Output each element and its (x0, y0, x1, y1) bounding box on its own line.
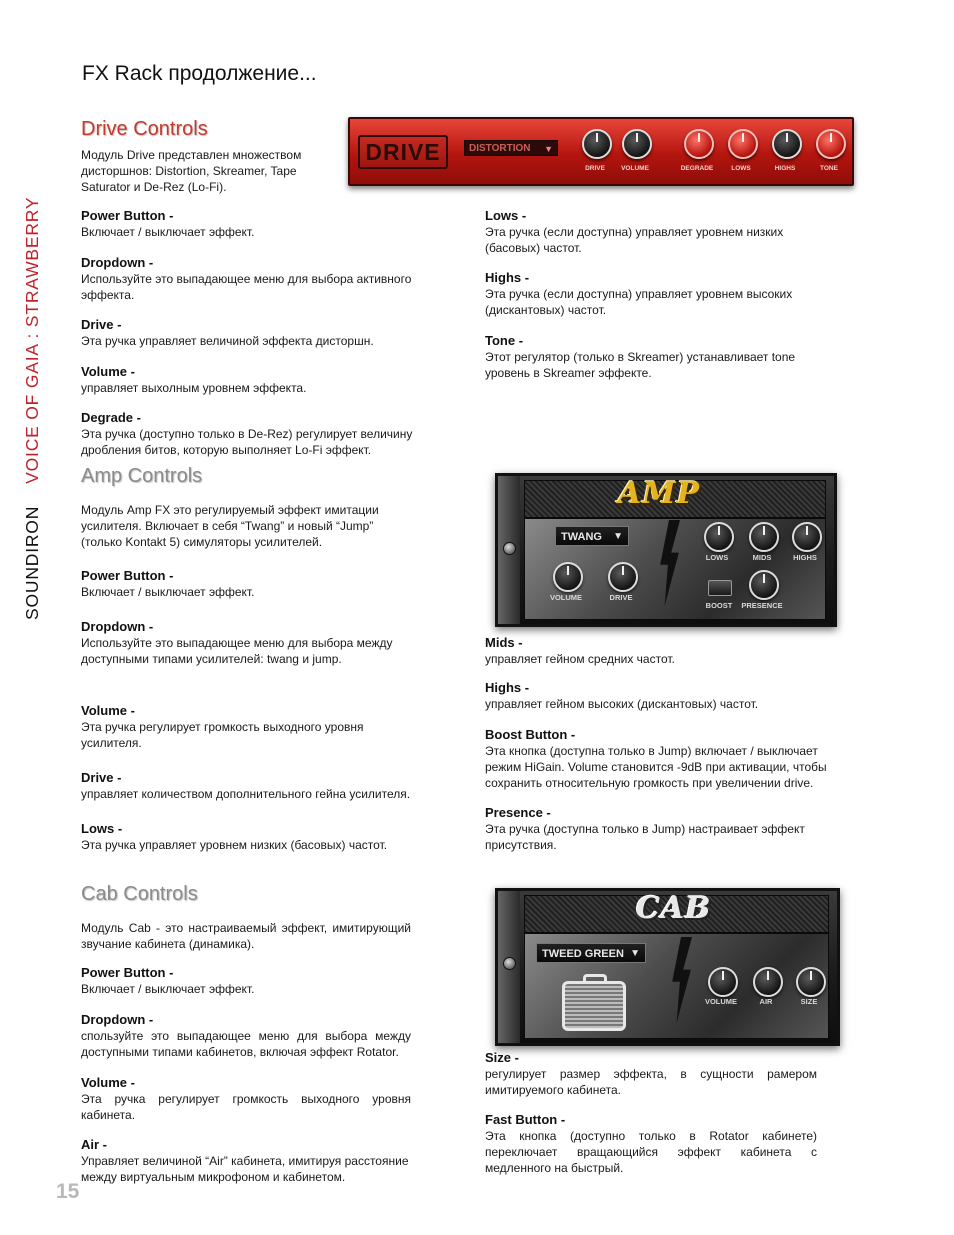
drive-item-highs (485, 270, 815, 318)
cab-item-fast (485, 1112, 817, 1176)
volume-knob-label: VOLUME (704, 997, 738, 1006)
cab-heading: Cab Controls (81, 883, 198, 905)
item-title: Volume - (81, 703, 135, 718)
drive-item-volume (81, 364, 441, 396)
item-title: Lows - (81, 821, 123, 836)
drive-item-tone (485, 333, 825, 381)
item-title: Highs - (485, 680, 530, 695)
amp-intro: Модуль Amp FX это регулируемый эффект имитации усилителя. Включает в себя “Twang” и новый “Jump” (только Kontakt 5) симуляторы усилителей. (81, 503, 379, 549)
mids-knob-label: MIDS (752, 553, 772, 562)
drive-dropdown-value: DISTORTION (469, 143, 531, 154)
item-desc: управляет гейном высоких (дискантовых) частот. (485, 697, 759, 711)
lows-knob[interactable] (704, 522, 734, 552)
amp-dropdown[interactable] (555, 526, 629, 546)
drive-item-lows (485, 208, 815, 256)
chevron-down-icon: ▼ (544, 144, 553, 154)
amp-logo: AMP (618, 476, 701, 511)
item-title: Drive - (81, 317, 122, 332)
side-brand (22, 197, 43, 620)
amp-item-boost (485, 727, 855, 791)
amp-panel-image (495, 473, 837, 627)
side-brand-product: VOICE OF GAIA : STRAWBERRY (22, 196, 42, 484)
air-knob[interactable] (753, 967, 783, 997)
cab-item-size (485, 1050, 817, 1098)
amp-item-volume (81, 703, 411, 751)
item-desc: Этот регулятор (только в Skreamer) устанавливает tone уровень в Skreamer эффекте. (485, 350, 796, 380)
boost-button-label: BOOST (705, 601, 733, 610)
drive-intro: Модуль Drive представлен множеством дисторшнов: Distortion, Skreamer, Tape Saturator и De-Rez (Lo-Fi). (81, 148, 302, 194)
item-desc: управляет количеством дополнительного гейна усилителя. (81, 787, 411, 801)
item-desc: Включает / выключает эффект. (81, 225, 255, 239)
item-title: Volume - (81, 1075, 135, 1090)
item-desc: Эта ручка (если доступна) управляет уровнем высоких (дискантовых) частот. (485, 287, 793, 317)
item-desc: Эта ручка управляет величиной эффекта дисторшн. (81, 334, 374, 348)
item-desc: Эта ручка управляет уровнем низких (басовых) частот. (81, 838, 388, 852)
amp-item-highs (485, 680, 845, 712)
cab-intro: Модуль Cab - это настраиваемый эффект, имитирующий звучание кабинета (динамика). (81, 921, 411, 951)
page-number: 15 (56, 1180, 80, 1203)
amp-item-lows (81, 821, 451, 853)
item-title: Mids - (485, 635, 523, 650)
drive-item-degrade (81, 410, 441, 458)
item-title: Tone - (485, 333, 524, 348)
drive-knob[interactable] (582, 129, 612, 159)
cab-item-volume (81, 1075, 411, 1123)
cab-dropdown[interactable] (536, 943, 646, 963)
panel-rail (498, 891, 520, 1043)
highs-knob-label: HIGHS (793, 553, 817, 562)
drive-heading: Drive Controls (81, 118, 208, 140)
lows-knob-label: LOWS (731, 165, 751, 172)
cab-logo: CAB (636, 891, 712, 926)
highs-knob-label: HIGHS (774, 165, 796, 172)
item-desc: Эта кнопка (доступно только в Rotator кабинете) переключает вращающийся эффект кабинета с медленного на быстрый. (485, 1129, 817, 1175)
volume-knob[interactable] (708, 967, 738, 997)
item-title: Dropdown - (81, 1012, 154, 1027)
item-title: Degrade - (81, 410, 141, 425)
item-desc: Включает / выключает эффект. (81, 585, 255, 599)
cab-dropdown-value: TWEED GREEN (542, 948, 624, 960)
degrade-knob-label: DEGRADE (680, 165, 714, 172)
volume-knob[interactable] (622, 129, 652, 159)
panel-rail (498, 476, 520, 624)
item-title: Power Button - (81, 568, 174, 583)
item-title: Highs - (485, 270, 530, 285)
item-title: Dropdown - (81, 255, 154, 270)
tone-knob-label: TONE (820, 165, 838, 172)
drive-knob[interactable] (608, 562, 638, 592)
volume-knob-label: VOLUME (621, 165, 649, 172)
cab-item-dropdown (81, 1012, 411, 1060)
item-title: Dropdown - (81, 619, 154, 634)
item-title: Volume - (81, 364, 135, 379)
item-title: Lows - (485, 208, 527, 223)
drive-panel-image (348, 117, 854, 186)
power-button[interactable] (503, 542, 516, 555)
presence-knob[interactable] (749, 570, 779, 600)
drive-item-power (81, 208, 441, 240)
item-desc: спользуйте это выпадающее меню для выбора между доступными типами кабинетов, включая эффект Rotator. (81, 1029, 411, 1059)
highs-knob[interactable] (772, 129, 802, 159)
item-desc: Управляет величиной “Air” кабинета, имитируя расстояние между виртуальным микрофоном и кабинетом. (81, 1154, 409, 1184)
chevron-down-icon: ▼ (613, 531, 623, 542)
item-desc: Эта кнопка (доступна только в Jump) включает / выключает режим HiGain. Volume становится -9dB при активации, чтобы сохранить относительную громкость при увеличении drive. (485, 744, 827, 790)
item-title: Air - (81, 1137, 107, 1152)
item-desc: Эта ручка (доступна только в Jump) настраивает эффект присутствия. (485, 822, 805, 852)
amp-item-drive (81, 770, 451, 802)
amp-item-presence (485, 805, 830, 853)
item-title: Power Button - (81, 965, 174, 980)
lows-knob-label: LOWS (705, 553, 729, 562)
item-desc: Используйте это выпадающее меню для выбора между доступными типами усилителей: twang и jump. (81, 636, 393, 666)
item-title: Presence - (485, 805, 551, 820)
item-desc: Эта ручка (если доступна) управляет уровнем низких (басовых) частот. (485, 225, 784, 255)
page-title: FX Rack продолжение... (82, 62, 317, 85)
item-desc: Используйте это выпадающее меню для выбора активного эффекта. (81, 272, 412, 302)
cab-item-air (81, 1137, 421, 1185)
size-knob-label: SIZE (800, 997, 818, 1006)
item-title: Fast Button - (485, 1112, 566, 1127)
item-desc: регулирует размер эффекта, в сущности рамером имитируемого кабинета. (485, 1067, 817, 1097)
cabinet-icon[interactable] (562, 981, 626, 1031)
drive-knob-label: DRIVE (609, 593, 633, 602)
chevron-down-icon: ▼ (630, 948, 640, 959)
cab-panel-image (495, 888, 840, 1046)
item-desc: Включает / выключает эффект. (81, 982, 255, 996)
mids-knob[interactable] (749, 522, 779, 552)
item-title: Drive - (81, 770, 122, 785)
drive-dropdown[interactable] (464, 140, 558, 156)
boost-button[interactable] (708, 580, 732, 596)
volume-knob[interactable] (553, 562, 583, 592)
lows-knob[interactable] (728, 129, 758, 159)
drive-knob-label: DRIVE (585, 165, 605, 172)
item-desc: управляет гейном средних частот. (485, 652, 675, 666)
item-title: Boost Button - (485, 727, 576, 742)
air-knob-label: AIR (759, 997, 773, 1006)
drive-badge: DRIVE (358, 135, 448, 169)
amp-heading: Amp Controls (81, 465, 203, 487)
amp-dropdown-value: TWANG (561, 531, 602, 543)
item-desc: Эта ручка регулирует громкость выходного уровня усилителя. (81, 720, 364, 750)
item-desc: управляет выхолным уровнем эффекта. (81, 381, 307, 395)
amp-item-mids (485, 635, 845, 667)
presence-knob-label: PRESENCE (741, 601, 783, 610)
cab-item-power (81, 965, 441, 997)
amp-item-power (81, 568, 441, 600)
item-title: Power Button - (81, 208, 174, 223)
item-title: Size - (485, 1050, 519, 1065)
drive-item-dropdown (81, 255, 441, 303)
size-knob[interactable] (796, 967, 826, 997)
amp-item-dropdown (81, 619, 426, 667)
degrade-knob[interactable] (684, 129, 714, 159)
tone-knob[interactable] (816, 129, 846, 159)
item-desc: Эта ручка регулирует громкость выходного уровня кабинета. (81, 1092, 411, 1122)
drive-item-drive (81, 317, 441, 349)
highs-knob[interactable] (792, 522, 822, 552)
power-button[interactable] (503, 957, 516, 970)
side-brand-name: SOUNDIRON (22, 505, 42, 620)
item-desc: Эта ручка (доступно только в De-Rez) регулирует величину дробления битов, которую выполняет Lo-Fi эффект. (81, 427, 413, 457)
volume-knob-label: VOLUME (549, 593, 583, 602)
